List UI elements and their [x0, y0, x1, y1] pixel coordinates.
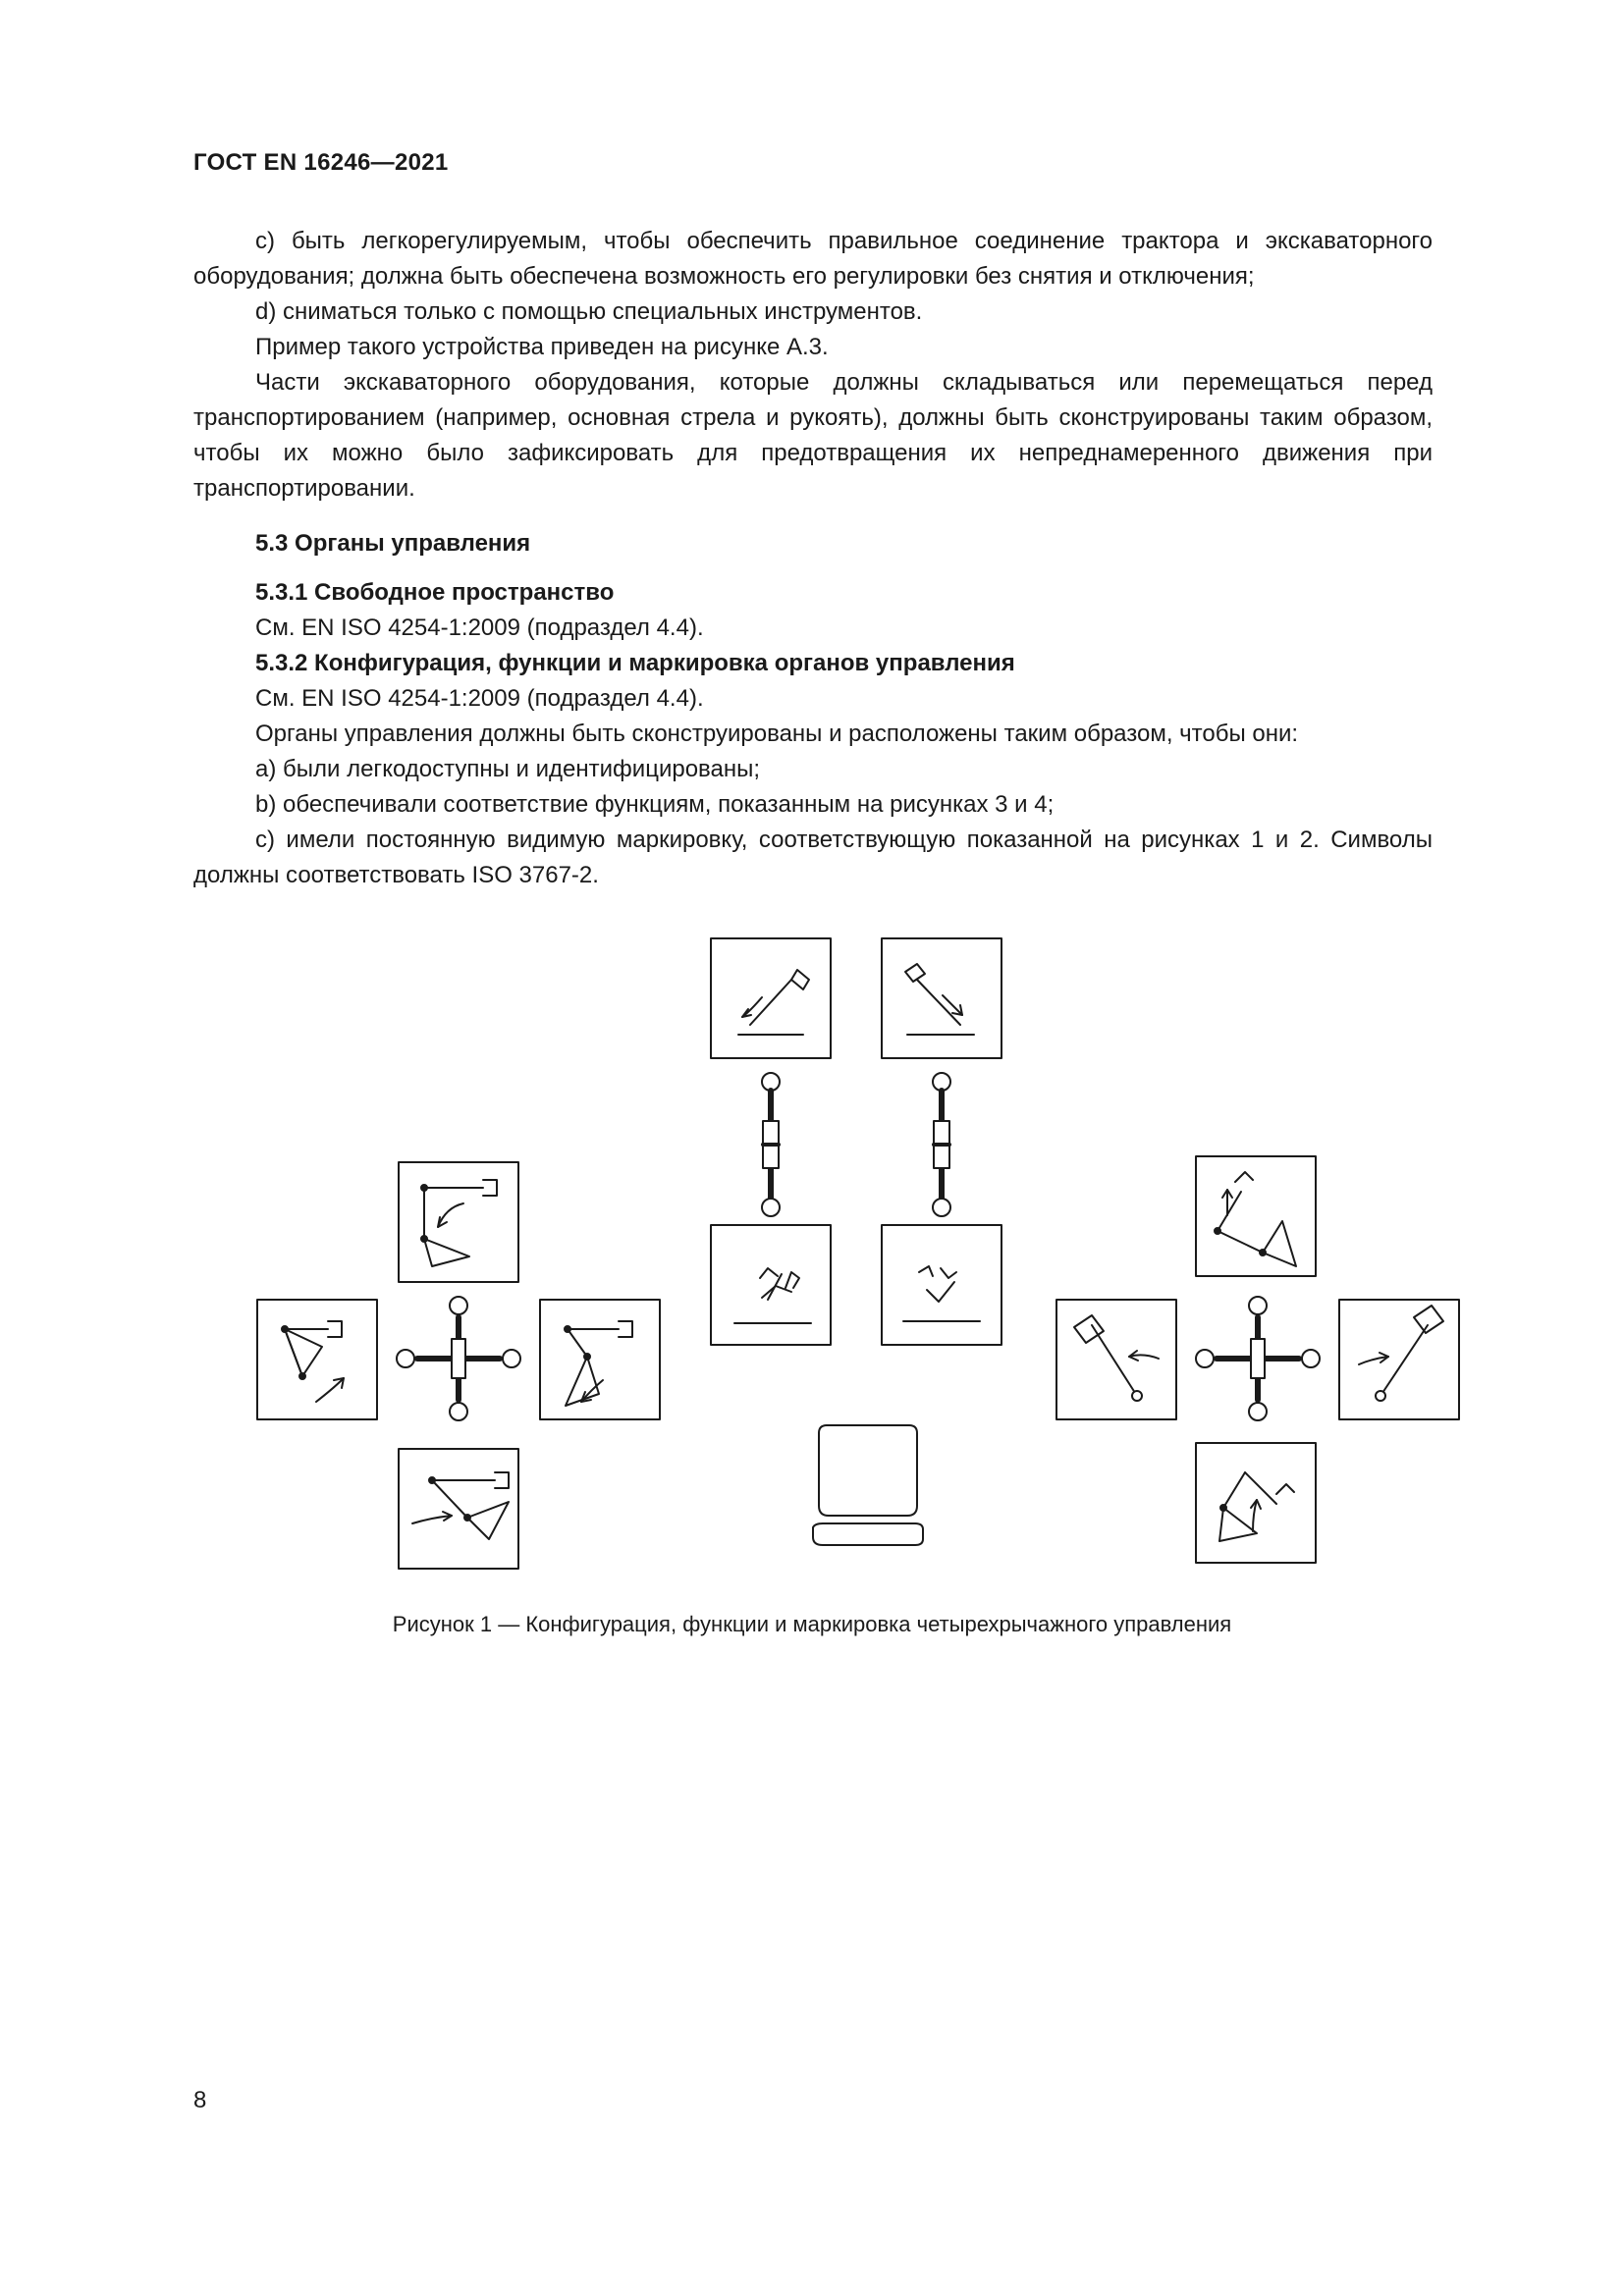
symbol-boom-down-left: [399, 1449, 518, 1569]
boom-up-right-icon: [1215, 1172, 1296, 1266]
lever-stabilizer-right: [933, 1073, 950, 1216]
symbol-bucket-right-left: [540, 1300, 660, 1419]
stabilizer-right-down-icon: [903, 1266, 980, 1321]
left-joystick: [397, 1297, 520, 1420]
boom-down-icon: [412, 1472, 509, 1539]
page-number: 8: [193, 2087, 207, 2113]
paragraph-ref-5-3-1: См. EN ISO 4254-1:2009 (подраздел 4.4).: [255, 614, 704, 641]
right-joystick: [1196, 1297, 1320, 1420]
symbol-arm-in-left: [257, 1300, 377, 1419]
stabilizer-left-up-icon: [738, 970, 809, 1035]
symbol-stabilizer-left-down: [711, 1225, 831, 1345]
stabilizer-right-up-icon: [905, 964, 974, 1035]
heading-5-3-1: 5.3.1 Свободное пространство: [255, 579, 615, 606]
paragraph-transport-fixing: Части экскаваторного оборудования, которые должны складываться или перемещаться перед транспортированием (например, основная стрела и рукоять), должны быть сконструированы таким образом, чтобы их можно было зафиксировать для предотвращения их непреднамеренного движения при транспортировании.: [193, 369, 1433, 502]
symbol-boom-up-right: [1196, 1156, 1316, 1276]
list-item-a: a) были легкодоступны и идентифицированы;: [255, 756, 761, 782]
left-control-group: [257, 1162, 660, 1569]
center-control-group: [711, 938, 1001, 1545]
list-item-b: b) обеспечивали соответствие функциям, показанным на рисунках 3 и 4;: [255, 791, 1055, 818]
lever-stabilizer-left: [762, 1073, 780, 1216]
stabilizer-left-down-icon: [734, 1268, 811, 1323]
paragraph-d-removable: d) сниматься только с помощью специальных инструментов.: [255, 298, 923, 325]
swing-right-icon: [1359, 1306, 1443, 1401]
boom-down-right-icon: [1219, 1472, 1294, 1541]
body-text: [193, 224, 1433, 893]
symbol-boom-up-left: [399, 1162, 518, 1282]
paragraph-example-ref: Пример такого устройства приведен на рисунке А.3.: [255, 334, 829, 360]
symbol-stabilizer-right-down: [882, 1225, 1001, 1345]
paragraph-c-adjustable: c) быть легкорегулируемым, чтобы обеспечить правильное соединение трактора и экскаваторного оборудования; должна быть обеспечена возможность его регулировки без снятия и отключения;: [193, 228, 1433, 290]
operator-seat-icon: [813, 1425, 923, 1545]
figure-caption: Рисунок 1 — Конфигурация, функции и маркировка четырехрычажного управления: [392, 1612, 1232, 1636]
document-header: ГОСТ EN 16246—2021: [193, 149, 449, 176]
bucket-icon: [565, 1321, 632, 1406]
heading-5-3: 5.3 Органы управления: [255, 530, 531, 557]
symbol-swing-left: [1056, 1300, 1176, 1419]
list-item-c: c) имели постоянную видимую маркировку, соответствующую показанной на рисунках 1 и 2. Символы должны соответствовать ISO 3767-2.: [193, 827, 1433, 888]
paragraph-ref-5-3-2: См. EN ISO 4254-1:2009 (подраздел 4.4).: [255, 685, 704, 712]
swing-left-icon: [1074, 1315, 1159, 1401]
symbol-stabilizer-left-up: [711, 938, 831, 1058]
right-control-group: [1056, 1156, 1459, 1563]
paragraph-controls-intro: Органы управления должны быть сконструированы и расположены таким образом, чтобы они:: [255, 721, 1299, 747]
boom-arm-icon: [421, 1180, 497, 1266]
symbol-swing-right: [1339, 1300, 1459, 1419]
heading-5-3-2: 5.3.2 Конфигурация, функции и маркировка органов управления: [255, 650, 1015, 676]
symbol-boom-down-right: [1196, 1443, 1316, 1563]
symbol-stabilizer-right-up: [882, 938, 1001, 1058]
arm-in-icon: [282, 1321, 344, 1402]
